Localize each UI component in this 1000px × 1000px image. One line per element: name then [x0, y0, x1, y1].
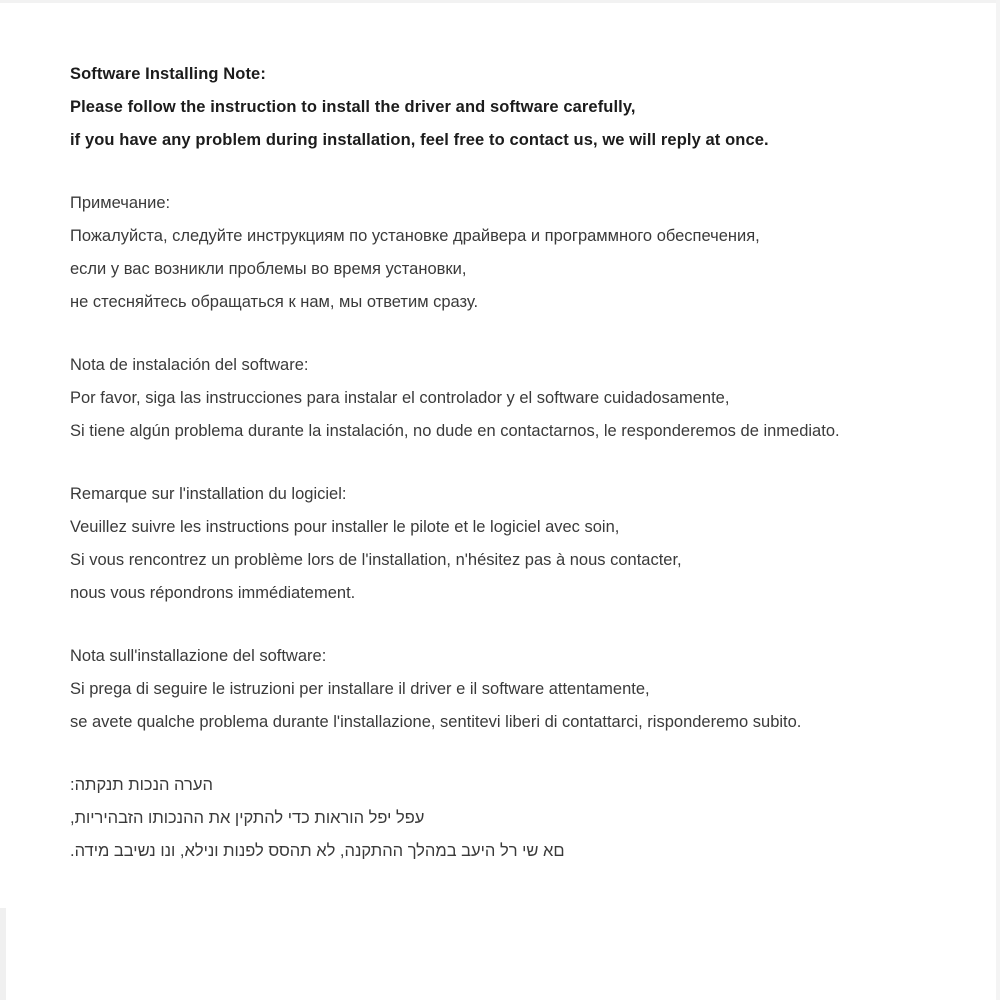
- note-heading-italian: Nota sull'installazione del software:: [70, 647, 327, 665]
- note-heading-spanish: Nota de instalación del software:: [70, 356, 309, 374]
- note-line: Пожалуйста, следуйте инструкциям по установке драйвера и программного обеспечения,: [70, 227, 760, 245]
- note-block-english: [70, 58, 980, 157]
- note-line: Veuillez suivre les instructions pour installer le pilote et le logiciel avec soin,: [70, 518, 620, 536]
- note-line: if you have any problem during installation, feel free to contact us, we will reply at once.: [70, 131, 769, 149]
- note-line: עפל יפל הוראות כדי להתקין את ההנכותו הזבהיריות,: [70, 809, 425, 827]
- note-line: Si prega di seguire le istruzioni per installare il driver e il software attentamente,: [70, 680, 650, 698]
- note-block-russian: [70, 187, 980, 319]
- note-heading-french: Remarque sur l'installation du logiciel:: [70, 485, 347, 503]
- note-line: Si tiene algún problema durante la instalación, no dude en contactarnos, le responderemos de inmediato.: [70, 422, 840, 440]
- note-heading-hebrew: הערה הנכות תנקתה:: [70, 776, 213, 794]
- page-bottom-left-edge: [0, 908, 6, 1000]
- page-top-edge: [0, 0, 1000, 3]
- note-line: Si vous rencontrez un problème lors de l'installation, n'hésitez pas à nous contacter,: [70, 551, 682, 569]
- note-block-french: [70, 478, 980, 610]
- note-heading-russian: Примечание:: [70, 194, 171, 212]
- note-line: если у вас возникли проблемы во время установки,: [70, 260, 467, 278]
- note-heading-english: Software Installing Note:: [70, 65, 266, 83]
- note-block-spanish: [70, 349, 980, 448]
- note-line: Por favor, siga las instrucciones para instalar el controlador y el software cuidadosamente,: [70, 389, 730, 407]
- note-block-italian: [70, 640, 980, 739]
- note-line: םא שי רל היעב במהלך ההתקנה, לא תהסס לפנות ונילא, ונו נשיבב מידה.: [70, 842, 565, 860]
- page-right-edge: [996, 0, 1000, 1000]
- note-line: se avete qualche problema durante l'installazione, sentitevi liberi di contattarci, risponderemo subito.: [70, 713, 802, 731]
- note-content: [70, 58, 980, 868]
- note-block-hebrew: [70, 769, 980, 868]
- note-line: Please follow the instruction to install the driver and software carefully,: [70, 98, 636, 116]
- note-line: nous vous répondrons immédiatement.: [70, 584, 356, 602]
- note-line: не стесняйтесь обращаться к нам, мы ответим сразу.: [70, 293, 479, 311]
